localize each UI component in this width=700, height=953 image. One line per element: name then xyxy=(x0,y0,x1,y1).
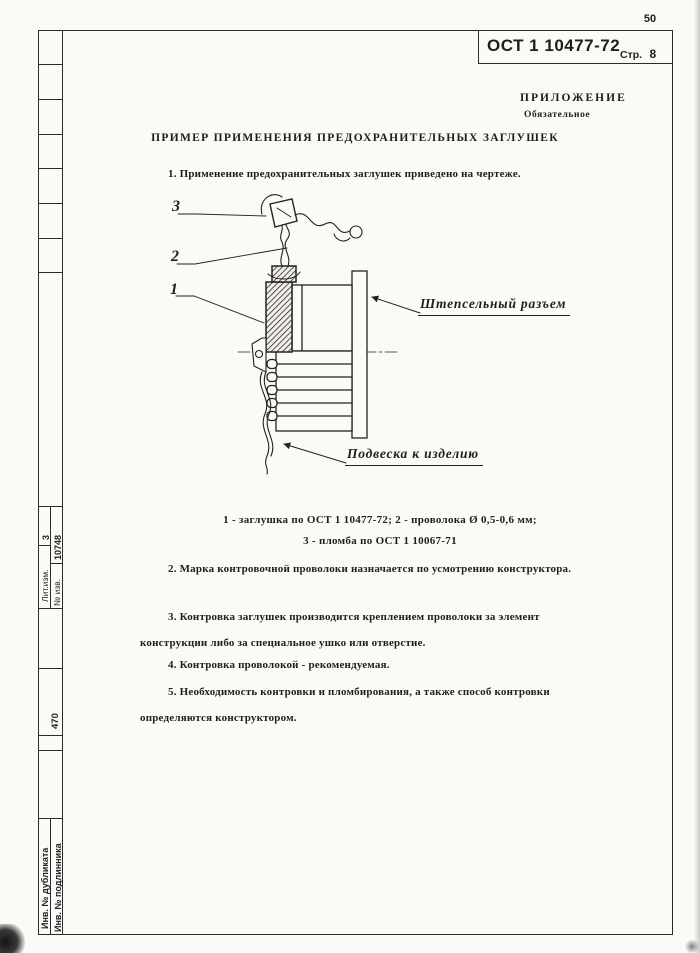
frame-line xyxy=(38,272,62,273)
frame-line xyxy=(50,563,62,564)
frame-line xyxy=(38,203,62,204)
corner-page-number: 50 xyxy=(643,13,657,25)
caption-line-2: 3 - пломба по ОСТ 1 10067-71 xyxy=(303,535,457,547)
scan-smudge xyxy=(684,940,700,953)
frame-line xyxy=(50,818,51,935)
callout-3: 3 xyxy=(172,198,180,215)
stamp-inv-original: Инв. № подлинника xyxy=(52,843,63,932)
stamp-inv-duplicate: Инв. № дубликата xyxy=(40,847,50,929)
frame-line xyxy=(38,30,39,935)
frame-line xyxy=(38,735,62,736)
frame-line xyxy=(478,30,479,64)
frame-line xyxy=(50,506,51,608)
callout-2: 2 xyxy=(171,248,179,265)
stamp-doc-number: 470 xyxy=(50,713,61,729)
page-number: 8 xyxy=(649,47,657,61)
paragraph-2: 2. Марка контровочной проволоки назначается по усмотрению конструктора. xyxy=(168,563,572,575)
page-word: Стр. xyxy=(620,49,643,61)
figure-plug-drawing xyxy=(62,180,622,490)
caption-line-1: 1 - заглушка по ОСТ 1 10477-72; 2 - проволока Ø 0,5-0,6 мм; xyxy=(223,514,537,526)
page-ref xyxy=(620,45,656,63)
frame-line xyxy=(38,668,62,669)
stamp-izv-value: 10748 xyxy=(52,534,63,560)
annex-title: ПРИЛОЖЕНИЕ xyxy=(520,92,627,104)
frame-line xyxy=(38,608,62,609)
stamp-lit-izm-label: Лит.изм. xyxy=(40,569,50,602)
frame-line xyxy=(38,64,62,65)
frame-line xyxy=(38,545,50,546)
callout-1: 1 xyxy=(170,281,178,298)
frame-line xyxy=(38,934,673,935)
doc-number: ОСТ 1 10477-72 xyxy=(487,36,621,55)
label-suspension: Подвеска к изделию xyxy=(345,446,483,466)
frame-line xyxy=(38,238,62,239)
stamp-izv-label: № изв. xyxy=(52,578,62,606)
paragraph-3: 3. Контровка заглушек производится креплением проволоки за элемент конструкции либо за специальное ушко или отверстие. xyxy=(140,611,540,649)
page-title: ПРИМЕР ПРИМЕНЕНИЯ ПРЕДОХРАНИТЕЛЬНЫХ ЗАГЛУШЕК xyxy=(151,132,559,144)
frame-line xyxy=(38,99,62,100)
frame-line xyxy=(672,30,673,934)
paragraph-5: 5. Необходимость контровки и пломбирования, а также способ контровки определяются конструктором. xyxy=(140,686,550,724)
frame-line xyxy=(38,30,672,31)
label-connector: Штепсельный разъем xyxy=(418,296,570,316)
scan-smudge xyxy=(0,924,26,953)
figure-caption xyxy=(130,510,630,552)
frame-line xyxy=(38,750,62,751)
frame-line xyxy=(38,134,62,135)
stamp-lit-izm-value: 3 xyxy=(41,534,51,540)
frame-line xyxy=(478,63,672,64)
paragraph-4: 4. Контровка проволокой - рекомендуемая. xyxy=(168,659,390,671)
frame-line xyxy=(38,168,62,169)
annex-subtitle: Обязательное xyxy=(524,110,591,120)
paragraph-1: 1. Применение предохранительных заглушек приведено на чертеже. xyxy=(168,168,521,180)
scan-edge-shadow xyxy=(694,0,700,953)
